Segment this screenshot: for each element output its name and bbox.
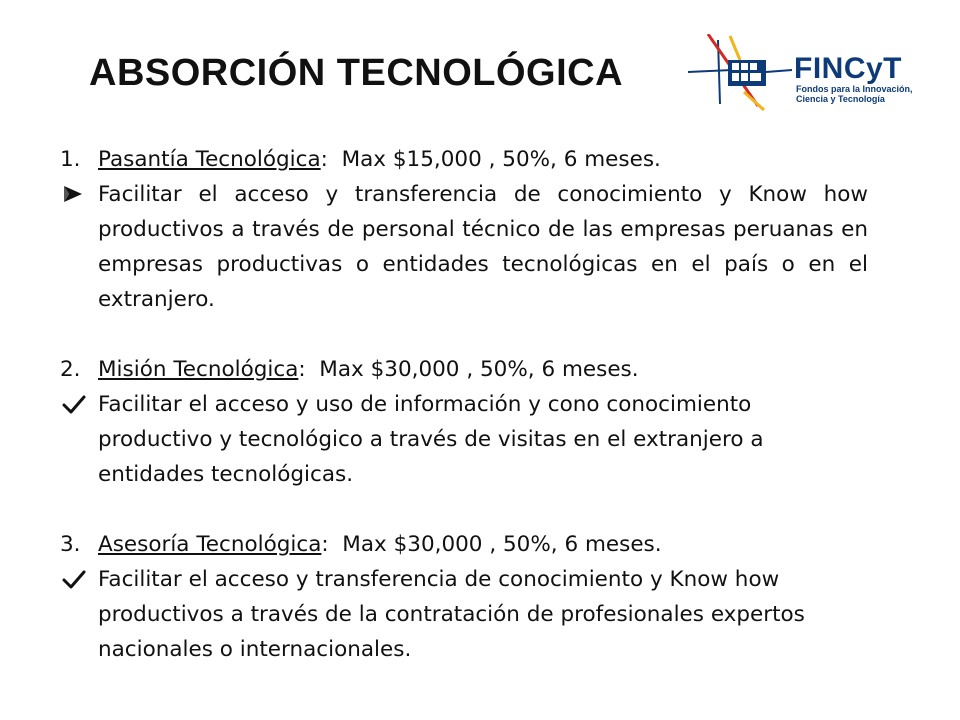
item-detail: Max $30,000 , 50%, 6 meses. (319, 357, 639, 382)
item-term: Misión Tecnológica (98, 357, 299, 382)
list-item (60, 352, 868, 492)
item-description: Facilitar el acceso y uso de información y cono conocimiento productivo y tecnológico a través de visitas en el extranjero a entidades tecnológicas. (98, 392, 764, 487)
content-list (60, 142, 868, 667)
item-number: 1. (60, 147, 81, 172)
logo-tagline: Fondos para la Innovación, Ciencia y Tecnología (796, 84, 913, 104)
fincyt-emblem-icon (688, 34, 798, 114)
item-description-row (60, 177, 868, 317)
spacer (60, 317, 868, 352)
item-colon: : (320, 147, 328, 172)
item-description: Facilitar el acceso y transferencia de conocimiento y Know how productivos a través de personal técnico de las empresas peruanas en empresas productivas o entidades tecnológicas en el país o en el extranjero. (98, 182, 868, 312)
item-number: 2. (60, 357, 81, 382)
list-item (60, 142, 868, 317)
item-colon: : (298, 357, 306, 382)
item-colon: : (321, 532, 329, 557)
item-term: Pasantía Tecnológica (98, 147, 321, 172)
item-description: Facilitar el acceso y transferencia de conocimiento y Know how productivos a través de la contratación de profesionales expertos nacionales o internacionales. (98, 567, 805, 662)
item-heading (60, 142, 868, 177)
list-item (60, 527, 868, 667)
checkmark-icon (62, 562, 92, 597)
logo-name: FINCyT (794, 52, 902, 85)
page-title: ABSORCIÓN TECNOLÓGICA (89, 52, 624, 94)
spacer (60, 492, 868, 527)
checkmark-icon (62, 387, 92, 422)
item-description-row (60, 387, 868, 492)
item-heading (60, 527, 868, 562)
item-number: 3. (60, 532, 81, 557)
item-detail: Max $15,000 , 50%, 6 meses. (341, 147, 661, 172)
item-detail: Max $30,000 , 50%, 6 meses. (342, 532, 662, 557)
item-term: Asesoría Tecnológica (98, 532, 322, 557)
arrowhead-bullet-icon (62, 177, 92, 212)
item-description-row (60, 562, 868, 667)
fincyt-logo (688, 34, 938, 114)
item-heading (60, 352, 868, 387)
